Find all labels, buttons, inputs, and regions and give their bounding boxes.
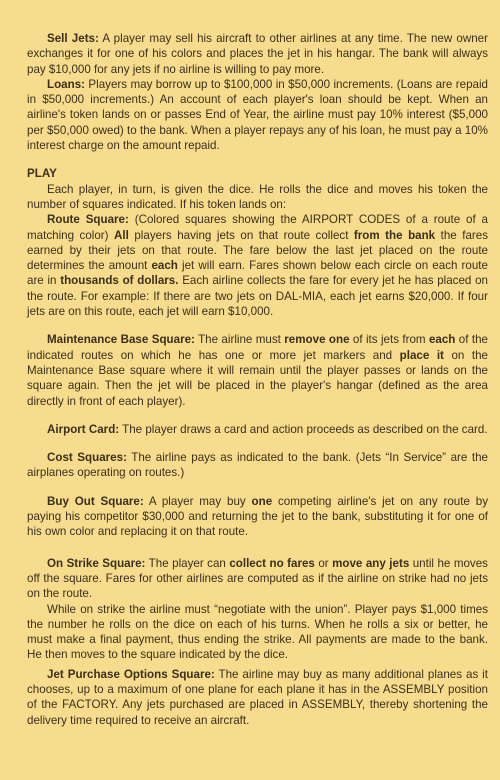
maint-bold-2: each — [428, 333, 456, 347]
strike-bold-1: collect no fares — [229, 556, 315, 570]
sell-jets-text: A player may sell his aircraft to other airlines at any time. The new owner exchanges it for one of his colors and places the jet in his hangar. The bank will always pay $10,000 for any jets if no airline is willing to pay more. — [27, 32, 488, 76]
loans-heading: Loans: — [47, 77, 86, 91]
airport-card-text: The player draws a card and action proceeds as described on the card. — [119, 422, 488, 436]
route-square-heading: Route Square: — [47, 213, 129, 227]
buyout-text-2: competing airline's jet on any route by paying his competitor $30,000 and returning the jet to the bank, substituting it for one of his own color and replacing it on that route. — [27, 494, 488, 539]
strike-heading: On Strike Square: — [47, 556, 146, 570]
maint-text-1: The airline must — [194, 333, 285, 347]
loans-text: Players may borrow up to $100,000 in $50,000 increments. (Loans are repaid in $50,000 increments.) An account of each player's loan should be kept. When an airline's token lands on or passes End of Year, the airline must pay 10% interest ($5,000 per $50,000 owed) to the bank. When a player repays any of his loan, he must pay a 10% interest charge on the amount repaid. — [27, 77, 488, 153]
maint-bold-3: place it — [399, 348, 444, 362]
buyout-bold-1: one — [251, 494, 273, 508]
jet-purchase-heading: Jet Purchase Options Square: — [47, 667, 215, 681]
route-square-paragraph — [27, 212, 488, 319]
maint-bold-1: remove one — [284, 333, 350, 347]
maint-text-2: of its jets from — [349, 333, 429, 347]
maint-text-4: on the Maintenance Base square where it will remain until the player passes or lands on the square again. Then the jet will be placed in the player's hangar (defined as the area directly in front of each player). — [27, 348, 488, 408]
cost-squares-text: The airline pays as indicated to the bank. (Jets “In Service” are the airplanes operating on routes.) — [27, 451, 488, 480]
strike-paragraph-2: While on strike the airline must “negotiate with the union”. Player pays $1,000 times the number he rolls on the dice on each of his turns. When he rolls a six or better, he must make a final payment, thus ending the strike. All payments are made to the bank. He then moves to the square indicated by the dice. — [27, 602, 488, 662]
strike-bold-2: move any jets — [332, 556, 410, 570]
route-bold-2: from the bank — [353, 228, 436, 242]
maintenance-paragraph — [27, 332, 488, 408]
sell-jets-heading: Sell Jets: — [47, 32, 99, 45]
buy-out-paragraph — [27, 494, 488, 540]
sell-jets-paragraph — [27, 31, 488, 77]
strike-paragraph — [27, 556, 488, 602]
strike-text-1: The player can — [145, 556, 230, 570]
route-bold-1: All — [114, 228, 129, 242]
airport-card-heading: Airport Card: — [47, 422, 120, 436]
route-text-3: the fares earned by their jets on that route. The fare below the last jet placed on the route determines the amount — [27, 228, 489, 273]
strike-text-3: until he moves off the square. Fares for other airlines are computed as if the airline on strike had no jets on the route. — [27, 556, 488, 601]
airport-card-paragraph — [27, 422, 488, 437]
jet-purchase-text: The airline may buy as many additional planes as it chooses, up to a maximum of one plane for each plane it has in the ASSEMBLY position of the FACTORY. Any jets purchased are placed in ASSEMBLY, thereby shortening the delivery time required to receive an aircraft. — [27, 667, 488, 727]
route-bold-4: thousands of dollars. — [60, 274, 179, 288]
play-intro: Each player, in turn, is given the dice. He rolls the dice and moves his token the number of squares indicated. If his token lands on: — [27, 182, 488, 211]
jet-purchase-paragraph — [27, 667, 488, 728]
route-text-2: players having jets on that route collect — [128, 228, 354, 242]
cost-squares-heading: Cost Squares: — [47, 451, 127, 465]
route-bold-3: each — [151, 259, 178, 273]
maintenance-heading: Maintenance Base Square: — [47, 333, 195, 347]
cost-squares-paragraph — [27, 450, 488, 481]
maint-text-3: of the indicated routes on which he has one or more jet markers and — [27, 333, 488, 362]
route-text-5: Each airline collects the fare for every jet he has placed on the route. For example: If there are two jets on DAL-MIA, each jet earns $20,000. If four jets are on this route, each jet will earn $10,000. — [27, 274, 488, 319]
buy-out-heading: Buy Out Square: — [47, 494, 144, 508]
route-text-1: (Colored squares showing the AIRPORT CODES of a route of a matching color) — [27, 213, 489, 242]
strike-text-2: or — [314, 556, 333, 570]
play-heading: PLAY — [27, 167, 57, 181]
route-text-4: jet will earn. Fares shown below each circle on each route are in — [27, 259, 488, 288]
loans-paragraph — [27, 77, 488, 153]
buyout-text-1: A player may buy — [143, 494, 252, 508]
